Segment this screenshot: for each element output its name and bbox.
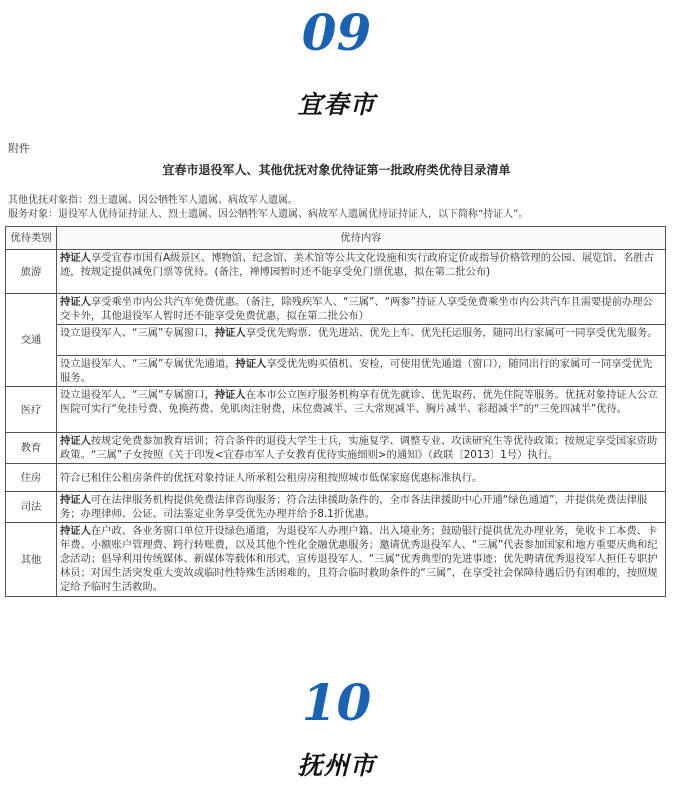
holder-label: 持证人 <box>214 327 246 339</box>
content-medical <box>57 387 666 433</box>
section-number-10: 10 <box>301 673 372 732</box>
transport-rail-prefix: 设立退役军人、“三属”专属窗口， <box>60 327 215 339</box>
other-recipients-note: 其他优抚对象指：烈士遗属、因公牺牲军人遗属、病故军人遗属。 <box>8 195 298 206</box>
table-row-education <box>6 433 666 464</box>
content-housing <box>57 464 666 492</box>
content-transport-air <box>57 356 666 387</box>
table-row-transport-2 <box>6 325 666 356</box>
category-transport: 交通 <box>6 294 57 387</box>
category-housing: 住房 <box>6 464 57 492</box>
other-text: 在户政、各业务窗口单位开设绿色通道，为退役军人办理户籍、出入境业务；鼓励银行提供优先办理业务，免收卡工本费、卡年费、小额账户管理费、跨行转账费，以及其他个性化金融优惠服务；邀请优秀退役军人、“三属”代表参加国家和地方重要庆典和纪念活动；倡导利用传统媒体、新媒体等载体和形式，宣传退役军人、“三属”优秀典型的先进事迹；优先聘请优秀退役军人担任专职护林员；对因生活突发重大变故或临时性特殊生活困难的，且符合临时救助条件的“三属”，在享受社会保障待遇后仍有困难的，按照规定给予临时生活救助。 <box>60 525 658 593</box>
table-header-row <box>6 227 666 250</box>
header-content: 优待内容 <box>57 227 666 250</box>
transport-bus-text: 享受乘坐市内公共汽车免费优惠。（备注，除残疾军人、“三属”、“两参”持证人享受免费乘坐市内公共汽车且需要提前办理公交卡外，其他退役军人暂时还不能享受免费优惠，拟在第二批公布） <box>60 296 653 322</box>
content-justice <box>57 492 666 523</box>
content-education <box>57 433 666 464</box>
holder-label: 持证人 <box>214 389 246 401</box>
table-row-other <box>6 523 666 597</box>
category-justice: 司法 <box>6 492 57 523</box>
medical-text: 在本市公立医疗服务机构享有优先就诊、优先取药、优先住院等服务。优抚对象持证人公立医院可实行“免挂号费、免换药费、免肌肉注射费，床位费减半、三大常规减半、胸片减半、彩超减半”的“三免四减半”优待。 <box>60 389 658 415</box>
justice-text: 可在法律服务机构提供免费法律咨询服务；符合法律援助条件的，全市各法律援助中心开通“绿色通道”，并提供免费法律服务；办理律师、公证、司法鉴定业务享受优先办理并给予8.1折优惠。 <box>60 494 648 520</box>
content-transport-bus <box>57 294 666 325</box>
table-row-tourism <box>6 250 666 294</box>
holder-label: 持证人 <box>60 525 91 537</box>
transport-air-text: 享受优先购买值机、安检，可使用优先通道（窗口），随同出行的家属可一同享受优先服务。 <box>60 358 653 384</box>
service-target-note: 服务对象：退役军人优待证持证人、烈士遗属、因公牺牲军人遗属、病故军人遗属优待证持证人，以下简称“持证人”。 <box>8 209 529 220</box>
table-row-transport-1 <box>6 294 666 325</box>
medical-prefix: 设立退役军人、“三属”专属窗口， <box>60 389 215 401</box>
category-education: 教育 <box>6 433 57 464</box>
housing-text: 符合已租住公租房条件的优抚对象持证人所承租公租房房租按照城市低保家庭优惠标准执行。 <box>60 471 483 484</box>
holder-label: 持证人 <box>60 252 91 264</box>
table-row-housing <box>6 464 666 492</box>
header-category: 优待类别 <box>6 227 57 250</box>
category-tourism: 旅游 <box>6 250 57 294</box>
benefits-table <box>5 226 666 597</box>
category-medical: 医疗 <box>6 387 57 433</box>
attachment-label: 附件 <box>8 142 30 155</box>
holder-label: 持证人 <box>60 435 91 447</box>
table-row-medical <box>6 387 666 433</box>
table-row-transport-3 <box>6 356 666 387</box>
category-other: 其他 <box>6 523 57 597</box>
transport-air-prefix: 设立退役军人、“三属”专属优先通道， <box>60 358 236 370</box>
content-other <box>57 523 666 597</box>
tourism-text: 享受宜春市国有A级景区、博物馆、纪念馆、美术馆等公共文化设施和实行政府定价或指导价格管理的公园、展览馆、名胜古迹，按规定提供减免门票等优待。(备注，禅博园暂时还不能享受免门票优惠，拟在第二批公布) <box>60 252 654 278</box>
holder-label: 持证人 <box>235 358 267 370</box>
city-title-fuzhou: 抚州市 <box>297 751 376 780</box>
table-row-justice <box>6 492 666 523</box>
content-transport-rail <box>57 325 666 356</box>
holder-label: 持证人 <box>60 296 91 308</box>
transport-rail-text: 享受优先购票、优先进站、优先上车、优先托运服务，随同出行家属可一同享受优先服务。 <box>245 327 658 339</box>
education-text: 按规定免费参加教育培训；符合条件的退役大学生士兵，实施复学、调整专业、攻读研究生等优待政策；按规定享受国家资助政策。“三属”子女按照《关于印发<宜春市军人子女教育优待实施细则>的通知》（政联〔2013〕1号）执行。 <box>60 435 658 461</box>
document-title: 宜春市退役军人、其他优抚对象优待证第一批政府类优待目录清单 <box>162 163 511 177</box>
holder-label: 持证人 <box>60 494 91 506</box>
content-tourism <box>57 250 666 294</box>
city-title-yichun: 宜春市 <box>297 90 376 119</box>
section-number-09: 09 <box>301 3 372 62</box>
